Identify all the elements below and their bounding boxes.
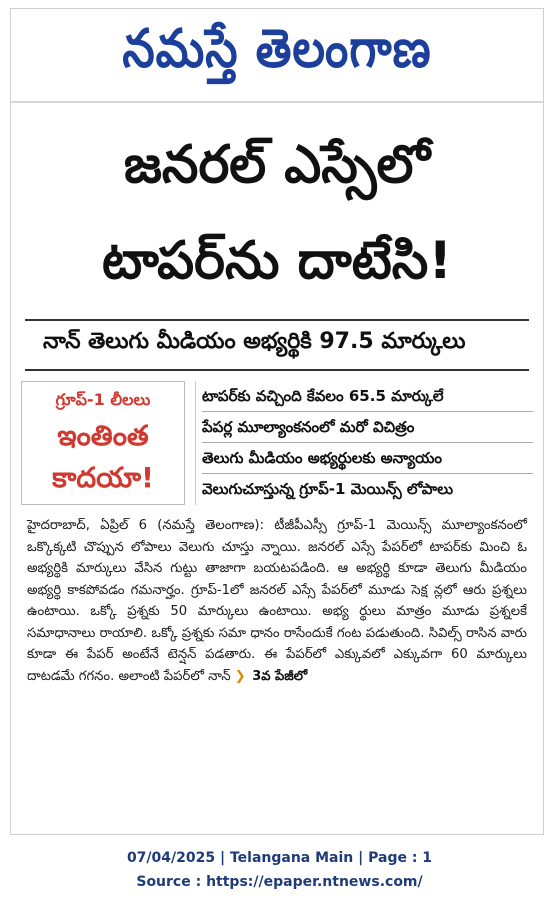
deck-item: పేపర్ల మూల్యాంకనంలో మరో విచిత్రం — [202, 412, 533, 443]
deck-item: టాపర్‌కు వచ్చింది కేవలం 65.5 మార్కులే — [202, 381, 533, 412]
article-clipping — [10, 8, 544, 835]
headline-line-1: జనరల్ ఎస్సేలో — [123, 135, 431, 195]
kicker-and-decks — [21, 381, 533, 505]
footer-source: Source : https://epaper.ntnews.com/ — [136, 874, 423, 890]
deck-item: వెలుగుచూస్తున్న గ్రూప్-1 మెయిన్స్ లోపాలు — [202, 480, 454, 498]
masthead — [11, 9, 543, 103]
kicker-title-2: కాదయా! — [52, 461, 154, 494]
article-body — [27, 515, 527, 687]
footer-date-edition: 07/04/2025 | Telangana Main | Page : 1 — [126, 850, 433, 866]
headline-line-2: టాపర్‌ను దాటేసి! — [101, 231, 453, 291]
article-body-text: హైదరాబాద్, ఏప్రిల్ 6 (నమస్తే తెలంగాణ): టీజీపీఎస్సీ గ్రూప్-1 మెయిన్స్ మూల్యాంకనంలో ఒక్కొక్కటి చొప్పున లోపాలు వెలుగు చూస్తు న్నాయి. జనరల్ ఎస్సే పేపర్‌లో టాపర్‌కు మించి ఓ అభ్యర్థికి మార్కులు వేసిన గుట్టు తాజాగా బయటపడింది. ఆ అభ్యర్థి కూడా తెలుగు మీడియం అభ్యర్థి కాకపోవడం గమనార్హం. గ్రూప్-1లో జనరల్ ఎస్సే పేపర్‌లో మూడు సెక్ష న్లలో ఆరు ప్రశ్నలు ఉంటాయి. ఒక్కో ప్రశ్నకు 50 మార్కులు ఉంటాయి. అభ్య ర్థులు మాత్రం మూడు ప్రశ్నలకే సమాధానాలు రాయాలి. ఒక్కో ప్రశ్నకు సమా ధానం రాసేందుకే గంట పడుతుంది. సివిల్స్ రాసిన వారు కూడా ఈ పేపర్ అంటేనే టెన్షన్ పడతారు. ఈ పేపర్‌లో ఎక్కువలో ఎక్కువగా 60 మార్కులు దాటడమే గగనం. అలాంటి పేపర్‌లో నాన్ — [27, 518, 527, 684]
kicker-title-1: ఇంతింత — [57, 419, 149, 452]
chevron-right-icon: ❯ — [234, 668, 246, 684]
headline — [11, 117, 543, 309]
continued-label: 3వ పేజీలో — [252, 668, 308, 684]
newspaper-logo: నమస్తే తెలంగాణ — [122, 17, 432, 80]
deck-item: తెలుగు మీడియం అభ్యర్థులకు అన్యాయం — [202, 443, 533, 474]
deck-list — [195, 381, 533, 505]
continued-link[interactable] — [235, 669, 307, 684]
footer — [0, 846, 559, 894]
kicker-box — [21, 381, 185, 505]
subheadline: నాన్ తెలుగు మీడియం అభ్యర్థికి 97.5 మార్కులు — [25, 321, 529, 371]
kicker-label: గ్రూప్-1 లీలలు — [55, 390, 151, 409]
